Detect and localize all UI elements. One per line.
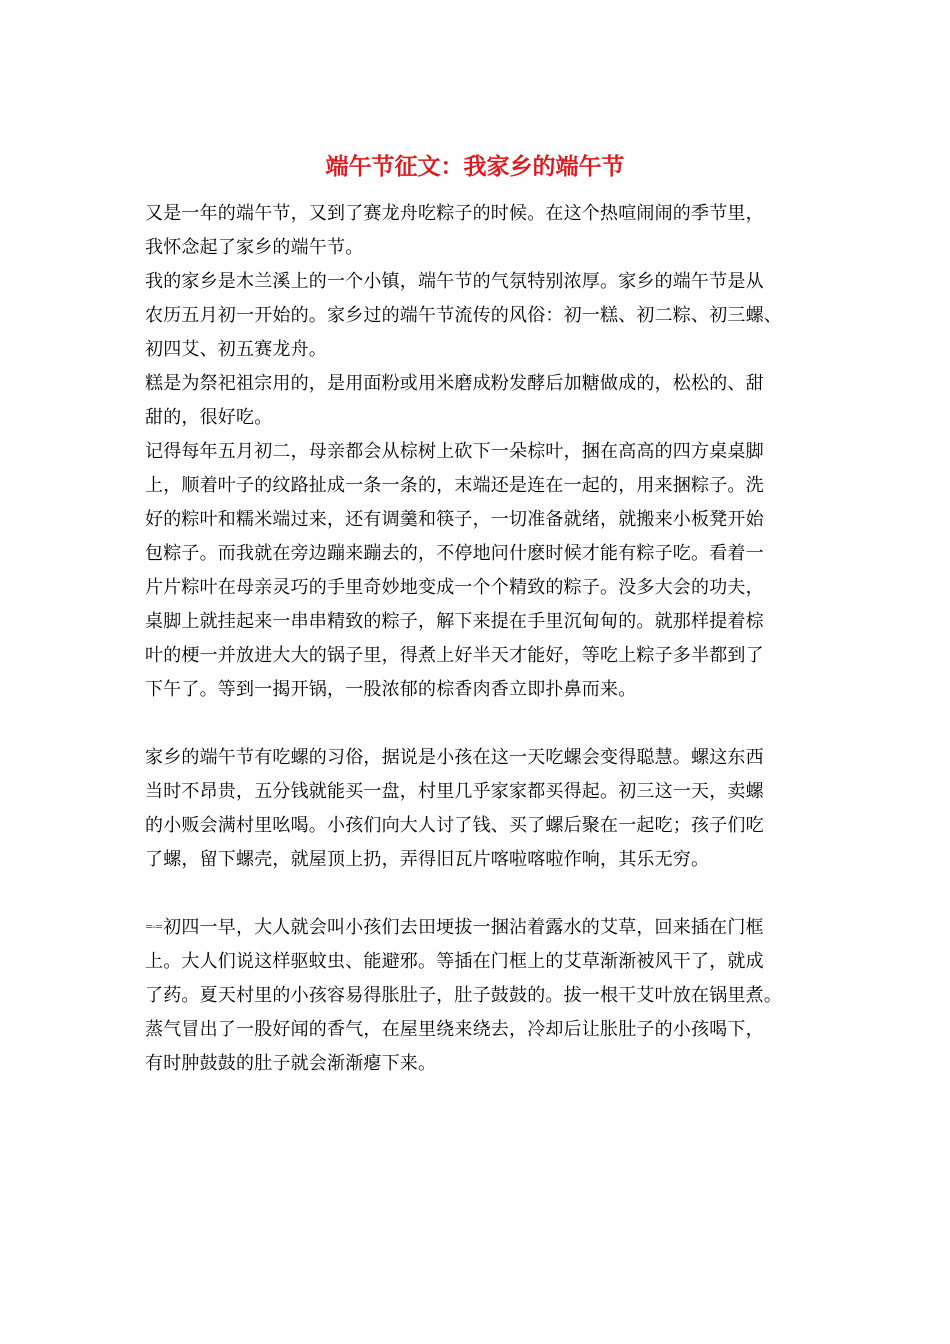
paragraph-spacer	[145, 877, 825, 911]
paragraph-spacer	[145, 707, 825, 741]
paragraph-6-line-3: 了药。夏天村里的小孩容易得胀肚子，肚子鼓鼓的。拔一根干艾叶放在锅里煮。	[145, 985, 782, 1006]
paragraph-4-line-8: 下午了。等到一揭开锅，一股浓郁的棕香肉香立即扑鼻而来。	[145, 679, 637, 700]
paragraph-1-line-1: 又是一年的端午节，又到了赛龙舟吃粽子的时候。在这个热喧闹闹的季节里，	[145, 203, 764, 224]
paragraph-5-line-2: 当时不昂贵，五分钱就能买一盘，村里几乎家家都买得起。初三这一天，卖螺	[145, 781, 764, 802]
document-body	[145, 197, 825, 1081]
paragraph-5-line-1: 家乡的端午节有吃螺的习俗，据说是小孩在这一天吃螺会变得聪慧。螺这东西	[145, 747, 764, 768]
paragraph-4-line-2: 上，顺着叶子的纹路扯成一条一条的，末端还是连在一起的，用来捆粽子。洗	[145, 475, 764, 496]
paragraph-6-line-1-text: 初四一早，大人就会叫小孩们去田埂拔一捆沾着露水的艾草，回来插在门框	[163, 917, 764, 938]
paragraph-4-line-4: 包粽子。而我就在旁边蹦来蹦去的，不停地问什麽时候才能有粽子吃。看着一	[145, 543, 764, 564]
paragraph-3-line-1: 糕是为祭祀祖宗用的，是用面粉或用米磨成粉发酵后加糖做成的，松松的、甜	[145, 373, 764, 394]
paragraph-6-line-5: 有时肿鼓鼓的肚子就会渐渐瘪下来。	[145, 1053, 437, 1074]
paragraph-2-line-1: 我的家乡是木兰溪上的一个小镇，端午节的气氛特别浓厚。家乡的端午节是从	[145, 271, 764, 292]
paragraph-4-line-3: 好的粽叶和糯米端过来，还有调羹和筷子，一切准备就绪，就搬来小板凳开始	[145, 509, 764, 530]
paragraph-3-line-2: 甜的，很好吃。	[145, 407, 273, 428]
paragraph-4-line-1: 记得每年五月初二，母亲都会从棕树上砍下一朵棕叶，捆在高高的四方桌桌脚	[145, 441, 764, 462]
paragraph-4-line-5: 片片粽叶在母亲灵巧的手里奇妙地变成一个个精致的粽子。没多大会的功夫，	[145, 577, 764, 598]
paragraph-4-line-6: 桌脚上就挂起来一串串精致的粽子，解下来提在手里沉甸甸的。就那样提着棕	[145, 611, 764, 632]
paragraph-5-line-4: 了螺，留下螺壳，就屋顶上扔，弄得旧瓦片喀啦喀啦作响，其乐无穷。	[145, 849, 710, 870]
paragraph-4-line-7: 叶的梗一并放进大大的锅子里，得煮上好半天才能好，等吃上粽子多半都到了	[145, 645, 764, 666]
paragraph-2-line-2: 农历五月初一开始的。家乡过的端午节流传的风俗：初一糕、初二粽、初三螺、	[145, 305, 782, 326]
paragraph-1-line-2: 我怀念起了家乡的端午节。	[145, 237, 364, 258]
paragraph-2-line-3: 初四艾、初五赛龙舟。	[145, 339, 327, 360]
paragraph-6-line-2: 上。大人们说这样驱蚊虫、能避邪。等插在门框上的艾草渐渐被风干了，就成	[145, 951, 764, 972]
paragraph-6-line-4: 蒸气冒出了一股好闻的香气，在屋里绕来绕去，冷却后让胀肚子的小孩喝下，	[145, 1019, 764, 1040]
document-title: 端午节征文：我家乡的端午节	[325, 153, 625, 180]
paragraph-6-line-1	[145, 911, 825, 945]
garbled-lead-mark: =-=	[145, 922, 163, 933]
paragraph-5-line-3: 的小贩会满村里吆喝。小孩们向大人讨了钱、买了螺后聚在一起吃；孩子们吃	[145, 815, 764, 836]
